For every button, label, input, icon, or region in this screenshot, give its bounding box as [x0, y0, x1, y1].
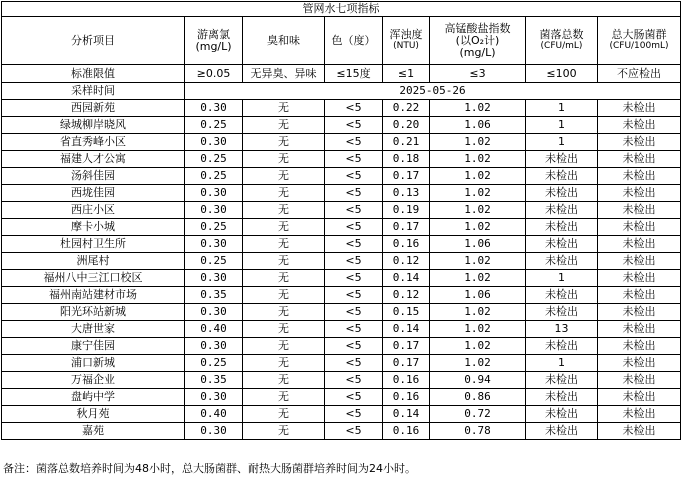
cell-coliform: 未检出	[598, 253, 681, 270]
cell-cod: 1.02	[430, 270, 526, 287]
cell-name: 嘉苑	[2, 423, 185, 440]
table-row	[2, 321, 681, 338]
cell-name: 福建人才公寓	[2, 151, 185, 168]
cell-name: 浦口新城	[2, 355, 185, 372]
header-turbidity-name: 浑浊度	[389, 28, 423, 41]
cell-chlorine: 0.40	[185, 321, 243, 338]
cell-turbidity: 0.14	[383, 321, 430, 338]
table-row	[2, 117, 681, 134]
cell-cod: 0.78	[430, 423, 526, 440]
cell-turbidity: 0.16	[383, 389, 430, 406]
cell-color: <5	[325, 423, 383, 440]
table-row	[2, 406, 681, 423]
cell-bacteria: 1	[526, 100, 598, 117]
cell-name: 福州南站建材市场	[2, 287, 185, 304]
cell-color: <5	[325, 338, 383, 355]
cell-chlorine: 0.25	[185, 168, 243, 185]
limit-odor: 无异臭、异味	[243, 65, 325, 83]
cell-turbidity: 0.18	[383, 151, 430, 168]
header-chlorine	[185, 17, 243, 65]
cell-coliform: 未检出	[598, 338, 681, 355]
cell-cod: 0.94	[430, 372, 526, 389]
cell-chlorine: 0.25	[185, 151, 243, 168]
table-row	[2, 389, 681, 406]
footnote: 备注：菌落总数培养时间为48小时，总大肠菌群、耐热大肠菌群培养时间为24小时。	[3, 462, 416, 475]
cell-odor: 无	[243, 321, 325, 338]
cell-turbidity: 0.14	[383, 406, 430, 423]
header-row	[2, 17, 681, 65]
cell-cod: 1.02	[430, 321, 526, 338]
limit-color: ≤15度	[325, 65, 383, 83]
cell-color: <5	[325, 287, 383, 304]
cell-turbidity: 0.19	[383, 202, 430, 219]
cell-odor: 无	[243, 202, 325, 219]
cell-turbidity: 0.17	[383, 355, 430, 372]
cell-bacteria: 1	[526, 117, 598, 134]
limit-bacteria: ≤100	[526, 65, 598, 83]
table-row	[2, 100, 681, 117]
cell-odor: 无	[243, 253, 325, 270]
cell-color: <5	[325, 389, 383, 406]
table-row	[2, 355, 681, 372]
table-row	[2, 134, 681, 151]
cell-coliform: 未检出	[598, 202, 681, 219]
cell-chlorine: 0.30	[185, 270, 243, 287]
cell-color: <5	[325, 100, 383, 117]
cell-name: 摩卡小城	[2, 219, 185, 236]
cell-odor: 无	[243, 389, 325, 406]
cell-name: 西园新苑	[2, 100, 185, 117]
cell-coliform: 未检出	[598, 117, 681, 134]
cell-odor: 无	[243, 236, 325, 253]
cell-chlorine: 0.30	[185, 389, 243, 406]
cell-name: 康宁佳园	[2, 338, 185, 355]
cell-cod: 1.02	[430, 100, 526, 117]
cell-turbidity: 0.17	[383, 219, 430, 236]
cell-color: <5	[325, 185, 383, 202]
limit-row	[2, 65, 681, 83]
cell-name: 大唐世家	[2, 321, 185, 338]
cell-name: 省直秀峰小区	[2, 134, 185, 151]
cell-color: <5	[325, 134, 383, 151]
table-row	[2, 287, 681, 304]
limit-turbidity: ≤1	[383, 65, 430, 83]
limit-coliform: 不应检出	[598, 65, 681, 83]
cell-chlorine: 0.35	[185, 372, 243, 389]
cell-bacteria: 1	[526, 134, 598, 151]
header-odor: 臭和味	[243, 17, 325, 65]
header-item: 分析项目	[2, 17, 185, 65]
cell-cod: 1.02	[430, 168, 526, 185]
header-cod-basis: (以O₂计)	[455, 33, 500, 47]
cell-chlorine: 0.30	[185, 236, 243, 253]
cell-color: <5	[325, 117, 383, 134]
cell-coliform: 未检出	[598, 185, 681, 202]
cell-odor: 无	[243, 151, 325, 168]
header-bacteria-name: 菌落总数	[539, 28, 584, 41]
header-bacteria-unit: (CFU/mL)	[540, 41, 583, 51]
cell-odor: 无	[243, 287, 325, 304]
cell-name: 绿城柳岸晓风	[2, 117, 185, 134]
cell-turbidity: 0.16	[383, 236, 430, 253]
cell-cod: 1.06	[430, 117, 526, 134]
cell-coliform: 未检出	[598, 287, 681, 304]
cell-turbidity: 0.14	[383, 270, 430, 287]
cell-chlorine: 0.30	[185, 423, 243, 440]
cell-chlorine: 0.30	[185, 185, 243, 202]
cell-odor: 无	[243, 134, 325, 151]
cell-cod: 1.06	[430, 287, 526, 304]
cell-bacteria: 未检出	[526, 372, 598, 389]
cell-odor: 无	[243, 406, 325, 423]
header-turbidity-unit: (NTU)	[393, 41, 419, 51]
header-cod-name: 高锰酸盐指数	[444, 21, 511, 35]
cell-odor: 无	[243, 117, 325, 134]
cell-odor: 无	[243, 219, 325, 236]
cell-coliform: 未检出	[598, 168, 681, 185]
table-row	[2, 253, 681, 270]
cell-bacteria: 未检出	[526, 423, 598, 440]
cell-coliform: 未检出	[598, 355, 681, 372]
cell-color: <5	[325, 219, 383, 236]
table-row	[2, 423, 681, 440]
cell-chlorine: 0.25	[185, 253, 243, 270]
table-title: 管网水七项指标	[2, 2, 681, 17]
header-cod	[430, 17, 526, 65]
cell-color: <5	[325, 270, 383, 287]
cell-turbidity: 0.17	[383, 168, 430, 185]
header-coliform	[598, 17, 681, 65]
cell-chlorine: 0.30	[185, 304, 243, 321]
cell-bacteria: 未检出	[526, 151, 598, 168]
cell-color: <5	[325, 202, 383, 219]
cell-odor: 无	[243, 185, 325, 202]
table-row	[2, 270, 681, 287]
cell-odor: 无	[243, 423, 325, 440]
cell-cod: 1.02	[430, 304, 526, 321]
cell-bacteria: 未检出	[526, 185, 598, 202]
cell-color: <5	[325, 253, 383, 270]
header-color: 色（度）	[325, 17, 383, 65]
cell-chlorine: 0.30	[185, 202, 243, 219]
header-chlorine-name: 游离氯	[197, 27, 230, 41]
table-row	[2, 202, 681, 219]
cell-color: <5	[325, 304, 383, 321]
sampling-row	[2, 83, 681, 100]
table-row	[2, 236, 681, 253]
cell-turbidity: 0.17	[383, 338, 430, 355]
cell-color: <5	[325, 321, 383, 338]
cell-bacteria: 未检出	[526, 236, 598, 253]
cell-coliform: 未检出	[598, 236, 681, 253]
cell-chlorine: 0.25	[185, 117, 243, 134]
cell-chlorine: 0.40	[185, 406, 243, 423]
cell-chlorine: 0.30	[185, 100, 243, 117]
cell-odor: 无	[243, 355, 325, 372]
cell-name: 西庄小区	[2, 202, 185, 219]
header-bacteria	[526, 17, 598, 65]
cell-odor: 无	[243, 304, 325, 321]
limit-chlorine: ≥0.05	[185, 65, 243, 83]
sampling-date: 2025-05-26	[185, 83, 681, 100]
cell-name: 福州八中三江口校区	[2, 270, 185, 287]
cell-cod: 1.02	[430, 134, 526, 151]
table-row	[2, 338, 681, 355]
cell-cod: 1.02	[430, 338, 526, 355]
cell-name: 汤斜佳园	[2, 168, 185, 185]
cell-turbidity: 0.20	[383, 117, 430, 134]
cell-bacteria: 13	[526, 321, 598, 338]
cell-coliform: 未检出	[598, 304, 681, 321]
limit-label: 标准限值	[2, 65, 185, 83]
cell-color: <5	[325, 372, 383, 389]
cell-turbidity: 0.22	[383, 100, 430, 117]
cell-cod: 1.02	[430, 219, 526, 236]
cell-bacteria: 未检出	[526, 219, 598, 236]
cell-cod: 1.02	[430, 253, 526, 270]
cell-coliform: 未检出	[598, 406, 681, 423]
cell-turbidity: 0.13	[383, 185, 430, 202]
cell-turbidity: 0.12	[383, 253, 430, 270]
cell-odor: 无	[243, 372, 325, 389]
title-row	[2, 2, 681, 17]
cell-chlorine: 0.35	[185, 287, 243, 304]
cell-name: 杜园村卫生所	[2, 236, 185, 253]
cell-cod: 1.02	[430, 202, 526, 219]
cell-turbidity: 0.12	[383, 287, 430, 304]
cell-cod: 1.02	[430, 185, 526, 202]
cell-cod: 1.02	[430, 355, 526, 372]
cell-coliform: 未检出	[598, 100, 681, 117]
cell-chlorine: 0.30	[185, 134, 243, 151]
header-coliform-unit: (CFU/100mL)	[609, 41, 669, 51]
cell-cod: 0.86	[430, 389, 526, 406]
cell-cod: 1.02	[430, 151, 526, 168]
limit-cod: ≤3	[430, 65, 526, 83]
cell-bacteria: 未检出	[526, 168, 598, 185]
cell-color: <5	[325, 151, 383, 168]
cell-coliform: 未检出	[598, 134, 681, 151]
header-coliform-name: 总大肠菌群	[611, 28, 667, 41]
cell-odor: 无	[243, 338, 325, 355]
table-row	[2, 304, 681, 321]
cell-odor: 无	[243, 270, 325, 287]
cell-coliform: 未检出	[598, 321, 681, 338]
header-cod-unit: (mg/L)	[459, 45, 496, 59]
table-row	[2, 372, 681, 389]
cell-bacteria: 未检出	[526, 304, 598, 321]
cell-coliform: 未检出	[598, 151, 681, 168]
cell-coliform: 未检出	[598, 423, 681, 440]
cell-cod: 0.72	[430, 406, 526, 423]
cell-bacteria: 未检出	[526, 389, 598, 406]
cell-coliform: 未检出	[598, 219, 681, 236]
cell-name: 秋月苑	[2, 406, 185, 423]
cell-color: <5	[325, 168, 383, 185]
cell-bacteria: 1	[526, 355, 598, 372]
cell-name: 西垅佳园	[2, 185, 185, 202]
cell-bacteria: 未检出	[526, 253, 598, 270]
cell-turbidity: 0.16	[383, 372, 430, 389]
cell-color: <5	[325, 355, 383, 372]
cell-coliform: 未检出	[598, 270, 681, 287]
cell-color: <5	[325, 406, 383, 423]
cell-name: 万福企业	[2, 372, 185, 389]
cell-bacteria: 未检出	[526, 202, 598, 219]
cell-name: 盘屿中学	[2, 389, 185, 406]
cell-cod: 1.06	[430, 236, 526, 253]
cell-turbidity: 0.21	[383, 134, 430, 151]
cell-bacteria: 1	[526, 270, 598, 287]
table-row	[2, 219, 681, 236]
cell-name: 洲尾村	[2, 253, 185, 270]
cell-color: <5	[325, 236, 383, 253]
cell-odor: 无	[243, 168, 325, 185]
table-row	[2, 151, 681, 168]
cell-bacteria: 未检出	[526, 287, 598, 304]
water-quality-table	[1, 1, 681, 440]
cell-turbidity: 0.15	[383, 304, 430, 321]
table-row	[2, 185, 681, 202]
table-row	[2, 168, 681, 185]
header-chlorine-unit: (mg/L)	[195, 39, 232, 53]
cell-bacteria: 未检出	[526, 338, 598, 355]
header-turbidity	[383, 17, 430, 65]
cell-coliform: 未检出	[598, 389, 681, 406]
cell-chlorine: 0.25	[185, 355, 243, 372]
cell-chlorine: 0.25	[185, 219, 243, 236]
cell-odor: 无	[243, 100, 325, 117]
sampling-label: 采样时间	[2, 83, 185, 100]
cell-chlorine: 0.30	[185, 338, 243, 355]
cell-bacteria: 未检出	[526, 406, 598, 423]
cell-turbidity: 0.16	[383, 423, 430, 440]
cell-coliform: 未检出	[598, 372, 681, 389]
cell-name: 阳光环站新城	[2, 304, 185, 321]
